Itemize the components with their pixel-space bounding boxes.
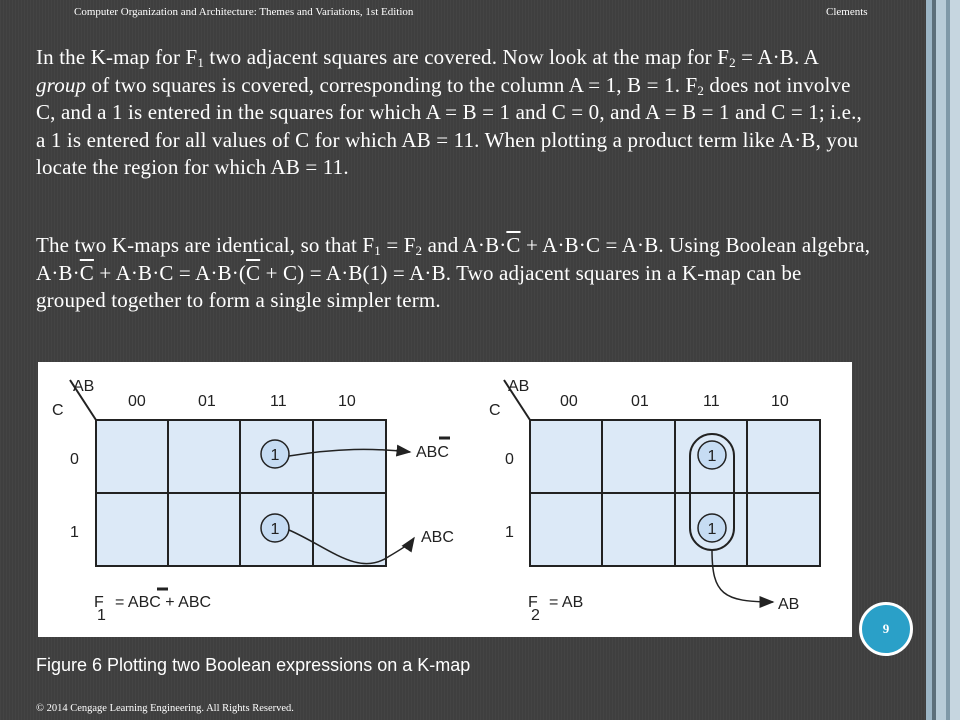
kmap-2 [489, 378, 820, 624]
kmap1-col-00: 00 [128, 393, 146, 410]
kmap1-col-01: 01 [198, 393, 216, 410]
page-number-badge: 9 [859, 602, 913, 656]
kmap1-col-11: 11 [270, 393, 287, 410]
kmap2-formula-f: F [528, 594, 538, 611]
kmap1-term-top: ABC [416, 444, 449, 461]
kmap2-col-00: 00 [560, 393, 578, 410]
kmap2-row-1: 1 [505, 524, 514, 541]
kmap2-term: AB [778, 596, 800, 613]
svg-text:1: 1 [270, 521, 280, 538]
figure-caption: Figure 6 Plotting two Boolean expressions on a K-map [36, 655, 471, 675]
kmap-figure [38, 362, 852, 637]
kmap2-col-01: 01 [631, 393, 649, 410]
svg-text:1: 1 [270, 447, 280, 464]
decorative-side-bars [926, 0, 960, 720]
kmap1-row-0: 0 [70, 451, 79, 468]
kmap2-col-11: 11 [703, 393, 720, 410]
kmap1-formula-rhs: = ABC + ABC [115, 594, 212, 611]
kmap1-ab-label: AB [73, 378, 95, 395]
kmap1-row-1: 1 [70, 524, 79, 541]
kmap2-ab-label: AB [508, 378, 530, 395]
kmap1-col-10: 10 [338, 393, 356, 410]
kmap1-formula-f: F [94, 594, 104, 611]
kmap2-row-0: 0 [505, 451, 514, 468]
paragraph-1: In the K-map for $F_1$ two adjacent squares are covered. Now look at the map for $F_2 = A\cdot B$. A group of two squares is covered, corresponding to the column A = 1, B = 1. $F_2$ does not involve C, and a 1 is entered in the squares for which A = B = 1 and C = 0, and A = B = 1 and C = 1; i.e., a 1 is entered for all values of C for which AB = 11. When plotting a product term like A·B, you locate the region for which AB = 11. [36, 45, 862, 179]
copyright-footer: © 2014 Cengage Learning Engineering. All Rights Reserved. [36, 703, 294, 714]
kmap2-c-label: C [489, 402, 501, 419]
kmap2-formula-sub: 2 [531, 607, 540, 624]
figure-panel [38, 362, 852, 637]
header-author: Clements [826, 6, 868, 18]
header-title: Computer Organization and Architecture: Themes and Variations, 1st Edition [74, 6, 414, 18]
kmap1-formula-sub: 1 [97, 607, 106, 624]
kmap1-c-label: C [52, 402, 64, 419]
kmap1-term-bottom: ABC [421, 529, 454, 546]
paragraph-2: The two K-maps are identical, so that $F_1 = F_2$ and $A\cdot B\cdot\overline{C} + A\cdot B\cdot C = A\cdot B$. Using Boolean algebra, $A\cdot B\cdot\overline{C} + A\cdot B\cdot C = A\cdot B\cdot(\overline{C} + C) = A\cdot B(1) = A\cdot B$. Two adjacent squares in a K-map can be grouped together to form a single simpler term. [36, 233, 871, 312]
kmap-1 [52, 378, 454, 624]
svg-text:1: 1 [707, 521, 717, 538]
kmap2-col-10: 10 [771, 393, 789, 410]
kmap2-formula-rhs: = AB [549, 594, 584, 611]
svg-text:1: 1 [707, 448, 717, 465]
